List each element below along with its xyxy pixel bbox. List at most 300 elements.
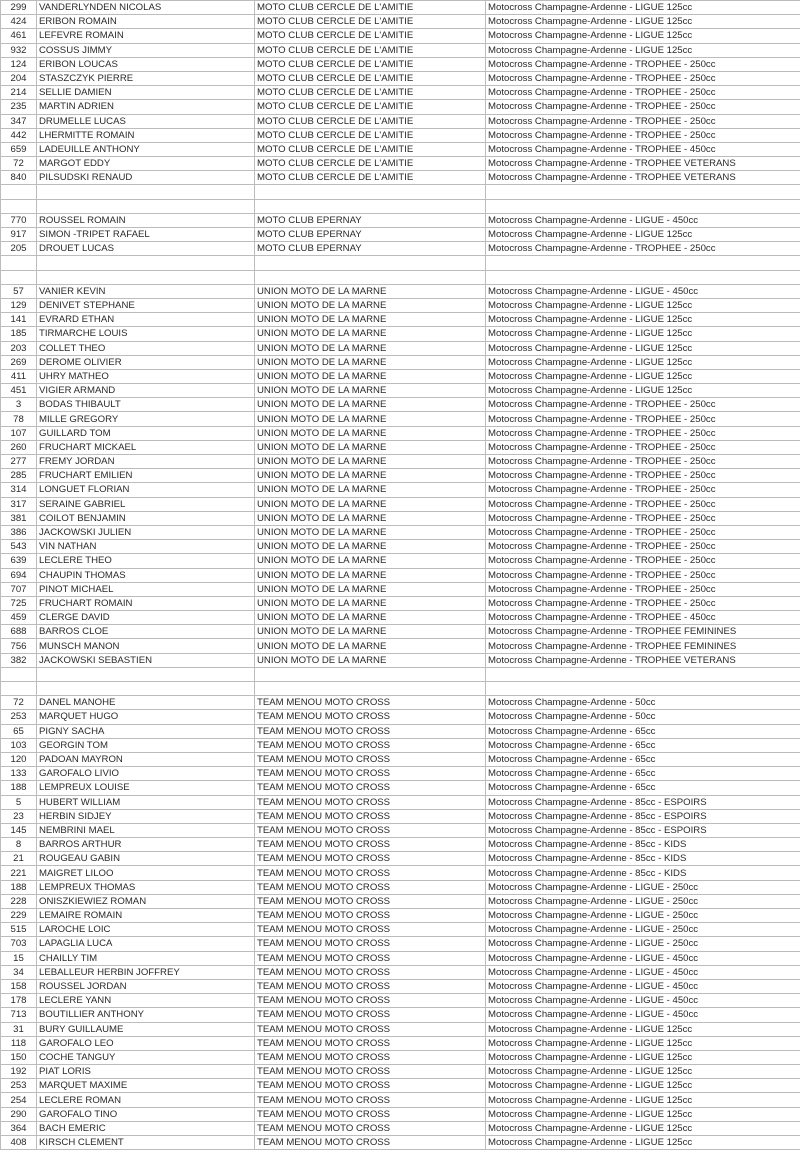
rider-name-cell: ROUGEAU GABIN <box>37 852 255 866</box>
race-category-cell: Motocross Champagne-Ardenne - LIGUE 125cc <box>486 1022 800 1036</box>
race-category-cell: Motocross Champagne-Ardenne - LIGUE - 250cc <box>486 894 800 908</box>
table-row <box>1 29 800 43</box>
rider-name-cell: ERIBON LOUCAS <box>37 57 255 71</box>
rider-number-cell: 707 <box>1 582 37 596</box>
table-row <box>1 483 800 497</box>
rider-number-cell: 411 <box>1 369 37 383</box>
rider-number-cell: 78 <box>1 412 37 426</box>
race-category-cell: Motocross Champagne-Ardenne - TROPHEE VETERANS <box>486 157 800 171</box>
rider-number-cell: 21 <box>1 852 37 866</box>
club-name-cell: UNION MOTO DE LA MARNE <box>255 369 486 383</box>
race-category-cell: Motocross Champagne-Ardenne - LIGUE 125cc <box>486 15 800 29</box>
race-category-cell: Motocross Champagne-Ardenne - LIGUE - 450cc <box>486 213 800 227</box>
rider-number-cell: 72 <box>1 157 37 171</box>
race-category-cell: Motocross Champagne-Ardenne - LIGUE 125cc <box>486 1121 800 1135</box>
table-row <box>1 525 800 539</box>
table-row <box>1 951 800 965</box>
race-category-cell: Motocross Champagne-Ardenne - LIGUE 125cc <box>486 228 800 242</box>
race-category-cell: Motocross Champagne-Ardenne - LIGUE 125cc <box>486 341 800 355</box>
table-row <box>1 355 800 369</box>
table-row <box>1 43 800 57</box>
club-name-cell: UNION MOTO DE LA MARNE <box>255 639 486 653</box>
rider-name-cell: PIAT LORIS <box>37 1065 255 1079</box>
rider-name-cell: DROUET LUCAS <box>37 242 255 256</box>
club-name-cell: TEAM MENOU MOTO CROSS <box>255 752 486 766</box>
club-name-cell: TEAM MENOU MOTO CROSS <box>255 1107 486 1121</box>
table-row <box>1 1136 800 1150</box>
club-name-cell: UNION MOTO DE LA MARNE <box>255 483 486 497</box>
club-name-cell: MOTO CLUB CERCLE DE L'AMITIE <box>255 142 486 156</box>
race-category-cell: Motocross Champagne-Ardenne - TROPHEE - 250cc <box>486 483 800 497</box>
race-category-cell: Motocross Champagne-Ardenne - LIGUE 125cc <box>486 355 800 369</box>
club-name-cell: MOTO CLUB CERCLE DE L'AMITIE <box>255 43 486 57</box>
club-name-cell: UNION MOTO DE LA MARNE <box>255 355 486 369</box>
table-row <box>1 923 800 937</box>
rider-number-cell: 141 <box>1 313 37 327</box>
race-category-cell: Motocross Champagne-Ardenne - LIGUE - 450cc <box>486 979 800 993</box>
club-name-cell: TEAM MENOU MOTO CROSS <box>255 738 486 752</box>
club-name-cell: TEAM MENOU MOTO CROSS <box>255 909 486 923</box>
table-row <box>1 412 800 426</box>
table-row <box>1 327 800 341</box>
rider-number-cell: 688 <box>1 625 37 639</box>
race-category-cell: Motocross Champagne-Ardenne - 85cc - KIDS <box>486 852 800 866</box>
club-name-cell: UNION MOTO DE LA MARNE <box>255 525 486 539</box>
club-name-cell: TEAM MENOU MOTO CROSS <box>255 1079 486 1093</box>
rider-number-cell: 285 <box>1 469 37 483</box>
rider-name-cell: UHRY MATHEO <box>37 369 255 383</box>
rider-name-cell: GAROFALO LEO <box>37 1036 255 1050</box>
table-row <box>1 611 800 625</box>
rider-number-cell: 770 <box>1 213 37 227</box>
table-row <box>1 738 800 752</box>
club-name-cell: MOTO CLUB CERCLE DE L'AMITIE <box>255 171 486 185</box>
rider-number-cell: 8 <box>1 838 37 852</box>
rider-number-cell: 254 <box>1 1093 37 1107</box>
rider-number-cell: 124 <box>1 57 37 71</box>
rider-name-cell: COSSUS JIMMY <box>37 43 255 57</box>
club-name-cell: MOTO CLUB EPERNAY <box>255 242 486 256</box>
club-name-cell: MOTO CLUB CERCLE DE L'AMITIE <box>255 71 486 85</box>
rider-name-cell: LEMPREUX THOMAS <box>37 880 255 894</box>
table-row <box>1 1107 800 1121</box>
rider-number-cell: 459 <box>1 611 37 625</box>
race-category-cell: Motocross Champagne-Ardenne - TROPHEE - 250cc <box>486 412 800 426</box>
rider-number-cell: 192 <box>1 1065 37 1079</box>
race-category-cell: Motocross Champagne-Ardenne - TROPHEE - 450cc <box>486 611 800 625</box>
race-category-cell: Motocross Champagne-Ardenne - LIGUE - 250cc <box>486 937 800 951</box>
club-name-cell: TEAM MENOU MOTO CROSS <box>255 1136 486 1150</box>
section-separator-row <box>1 667 800 681</box>
rider-name-cell: LEMPREUX LOUISE <box>37 781 255 795</box>
rider-number-cell: 72 <box>1 696 37 710</box>
rider-name-cell: LECLERE THEO <box>37 554 255 568</box>
table-row <box>1 852 800 866</box>
table-row <box>1 384 800 398</box>
rider-name-cell: HERBIN SIDJEY <box>37 809 255 823</box>
club-name-cell: TEAM MENOU MOTO CROSS <box>255 1093 486 1107</box>
table-row <box>1 696 800 710</box>
table-row <box>1 426 800 440</box>
club-name-cell: MOTO CLUB CERCLE DE L'AMITIE <box>255 128 486 142</box>
rider-name-cell: VIN NATHAN <box>37 540 255 554</box>
rider-number-cell: 214 <box>1 86 37 100</box>
rider-number-cell: 347 <box>1 114 37 128</box>
rider-name-cell: FRUCHART EMILIEN <box>37 469 255 483</box>
rider-number-cell: 694 <box>1 568 37 582</box>
rider-number-cell: 229 <box>1 909 37 923</box>
club-name-cell: UNION MOTO DE LA MARNE <box>255 625 486 639</box>
table-row <box>1 455 800 469</box>
race-category-cell: Motocross Champagne-Ardenne - LIGUE - 250cc <box>486 880 800 894</box>
race-category-cell: Motocross Champagne-Ardenne - LIGUE - 250cc <box>486 909 800 923</box>
rider-name-cell: BARROS ARTHUR <box>37 838 255 852</box>
table-row <box>1 86 800 100</box>
table-row <box>1 979 800 993</box>
empty-cell <box>486 199 800 213</box>
race-category-cell: Motocross Champagne-Ardenne - LIGUE 125cc <box>486 43 800 57</box>
rider-number-cell: 203 <box>1 341 37 355</box>
club-name-cell: MOTO CLUB CERCLE DE L'AMITIE <box>255 157 486 171</box>
rider-number-cell: 253 <box>1 710 37 724</box>
race-category-cell: Motocross Champagne-Ardenne - LIGUE - 450cc <box>486 951 800 965</box>
club-name-cell: MOTO CLUB CERCLE DE L'AMITIE <box>255 1 486 15</box>
table-row <box>1 1 800 15</box>
race-category-cell: Motocross Champagne-Ardenne - 65cc <box>486 767 800 781</box>
race-category-cell: Motocross Champagne-Ardenne - 65cc <box>486 738 800 752</box>
race-category-cell: Motocross Champagne-Ardenne - LIGUE 125cc <box>486 327 800 341</box>
table-row <box>1 838 800 852</box>
rider-number-cell: 3 <box>1 398 37 412</box>
club-name-cell: UNION MOTO DE LA MARNE <box>255 540 486 554</box>
rider-number-cell: 158 <box>1 979 37 993</box>
table-row <box>1 511 800 525</box>
empty-cell <box>255 667 486 681</box>
rider-name-cell: JACKOWSKI JULIEN <box>37 525 255 539</box>
club-name-cell: UNION MOTO DE LA MARNE <box>255 298 486 312</box>
rider-number-cell: 713 <box>1 1008 37 1022</box>
table-row <box>1 937 800 951</box>
table-row <box>1 639 800 653</box>
table-row <box>1 1050 800 1064</box>
rider-name-cell: SIMON -TRIPET RAFAEL <box>37 228 255 242</box>
club-name-cell: MOTO CLUB CERCLE DE L'AMITIE <box>255 15 486 29</box>
club-name-cell: TEAM MENOU MOTO CROSS <box>255 1121 486 1135</box>
rider-number-cell: 120 <box>1 752 37 766</box>
rider-number-cell: 23 <box>1 809 37 823</box>
race-category-cell: Motocross Champagne-Ardenne - 65cc <box>486 752 800 766</box>
race-category-cell: Motocross Champagne-Ardenne - TROPHEE - 250cc <box>486 455 800 469</box>
table-row <box>1 1079 800 1093</box>
club-name-cell: MOTO CLUB CERCLE DE L'AMITIE <box>255 114 486 128</box>
table-row <box>1 142 800 156</box>
table-row <box>1 795 800 809</box>
rider-number-cell: 317 <box>1 497 37 511</box>
rider-name-cell: GUILLARD TOM <box>37 426 255 440</box>
table-row <box>1 582 800 596</box>
table-row <box>1 880 800 894</box>
table-row <box>1 909 800 923</box>
club-name-cell: TEAM MENOU MOTO CROSS <box>255 951 486 965</box>
club-name-cell: TEAM MENOU MOTO CROSS <box>255 1036 486 1050</box>
empty-cell <box>486 256 800 270</box>
rider-number-cell: 659 <box>1 142 37 156</box>
table-row <box>1 1065 800 1079</box>
rider-name-cell: MUNSCH MANON <box>37 639 255 653</box>
table-row <box>1 540 800 554</box>
table-row <box>1 341 800 355</box>
rider-name-cell: NEMBRINI MAEL <box>37 823 255 837</box>
rider-number-cell: 103 <box>1 738 37 752</box>
empty-cell <box>486 185 800 199</box>
empty-cell <box>255 185 486 199</box>
club-name-cell: UNION MOTO DE LA MARNE <box>255 582 486 596</box>
table-row <box>1 298 800 312</box>
rider-name-cell: DRUMELLE LUCAS <box>37 114 255 128</box>
club-name-cell: TEAM MENOU MOTO CROSS <box>255 1022 486 1036</box>
rider-name-cell: PADOAN MAYRON <box>37 752 255 766</box>
rider-number-cell: 118 <box>1 1036 37 1050</box>
club-name-cell: TEAM MENOU MOTO CROSS <box>255 795 486 809</box>
race-category-cell: Motocross Champagne-Ardenne - 85cc - KIDS <box>486 838 800 852</box>
race-category-cell: Motocross Champagne-Ardenne - TROPHEE - 250cc <box>486 525 800 539</box>
race-category-cell: Motocross Champagne-Ardenne - 85cc - KIDS <box>486 866 800 880</box>
section-separator-row <box>1 682 800 696</box>
rider-name-cell: LEMAIRE ROMAIN <box>37 909 255 923</box>
rider-number-cell: 932 <box>1 43 37 57</box>
race-category-cell: Motocross Champagne-Ardenne - LIGUE 125cc <box>486 1079 800 1093</box>
empty-cell <box>1 185 37 199</box>
rider-name-cell: GAROFALO LIVIO <box>37 767 255 781</box>
table-row <box>1 1121 800 1135</box>
race-category-cell: Motocross Champagne-Ardenne - TROPHEE - 250cc <box>486 596 800 610</box>
empty-cell <box>486 270 800 284</box>
table-row <box>1 228 800 242</box>
rider-name-cell: PINOT MICHAEL <box>37 582 255 596</box>
table-row <box>1 157 800 171</box>
rider-name-cell: LEFEVRE ROMAIN <box>37 29 255 43</box>
rider-name-cell: FRUCHART MICKAEL <box>37 440 255 454</box>
rider-number-cell: 107 <box>1 426 37 440</box>
rider-name-cell: MARQUET MAXIME <box>37 1079 255 1093</box>
race-category-cell: Motocross Champagne-Ardenne - LIGUE 125cc <box>486 369 800 383</box>
rider-number-cell: 290 <box>1 1107 37 1121</box>
club-name-cell: TEAM MENOU MOTO CROSS <box>255 838 486 852</box>
rider-number-cell: 364 <box>1 1121 37 1135</box>
race-category-cell: Motocross Champagne-Ardenne - TROPHEE - 250cc <box>486 469 800 483</box>
table-row <box>1 809 800 823</box>
race-category-cell: Motocross Champagne-Ardenne - LIGUE 125cc <box>486 1065 800 1079</box>
empty-cell <box>1 682 37 696</box>
table-row <box>1 994 800 1008</box>
club-name-cell: TEAM MENOU MOTO CROSS <box>255 852 486 866</box>
table-row <box>1 57 800 71</box>
rider-number-cell: 221 <box>1 866 37 880</box>
race-category-cell: Motocross Champagne-Ardenne - TROPHEE FEMININES <box>486 625 800 639</box>
rider-number-cell: 515 <box>1 923 37 937</box>
rider-number-cell: 408 <box>1 1136 37 1150</box>
club-name-cell: TEAM MENOU MOTO CROSS <box>255 1050 486 1064</box>
table-row <box>1 242 800 256</box>
rider-name-cell: CHAUPIN THOMAS <box>37 568 255 582</box>
rider-number-cell: 451 <box>1 384 37 398</box>
race-category-cell: Motocross Champagne-Ardenne - TROPHEE - 250cc <box>486 554 800 568</box>
race-category-cell: Motocross Champagne-Ardenne - TROPHEE - 250cc <box>486 582 800 596</box>
club-name-cell: UNION MOTO DE LA MARNE <box>255 596 486 610</box>
rider-name-cell: PILSUDSKI RENAUD <box>37 171 255 185</box>
club-name-cell: TEAM MENOU MOTO CROSS <box>255 809 486 823</box>
club-name-cell: TEAM MENOU MOTO CROSS <box>255 724 486 738</box>
club-name-cell: UNION MOTO DE LA MARNE <box>255 469 486 483</box>
club-name-cell: MOTO CLUB CERCLE DE L'AMITIE <box>255 29 486 43</box>
rider-number-cell: 188 <box>1 781 37 795</box>
table-row <box>1 781 800 795</box>
rider-number-cell: 442 <box>1 128 37 142</box>
race-category-cell: Motocross Champagne-Ardenne - 50cc <box>486 710 800 724</box>
club-name-cell: UNION MOTO DE LA MARNE <box>255 412 486 426</box>
race-category-cell: Motocross Champagne-Ardenne - TROPHEE FEMININES <box>486 639 800 653</box>
race-category-cell: Motocross Champagne-Ardenne - 65cc <box>486 781 800 795</box>
race-category-cell: Motocross Champagne-Ardenne - 85cc - ESPOIRS <box>486 795 800 809</box>
rider-number-cell: 277 <box>1 455 37 469</box>
empty-cell <box>37 682 255 696</box>
rider-name-cell: EVRARD ETHAN <box>37 313 255 327</box>
rider-name-cell: JACKOWSKI SEBASTIEN <box>37 653 255 667</box>
table-row <box>1 114 800 128</box>
race-category-cell: Motocross Champagne-Ardenne - LIGUE - 450cc <box>486 994 800 1008</box>
race-category-cell: Motocross Champagne-Ardenne - 65cc <box>486 724 800 738</box>
rider-name-cell: LEBALLEUR HERBIN JOFFREY <box>37 965 255 979</box>
rider-number-cell: 204 <box>1 71 37 85</box>
section-separator-row <box>1 199 800 213</box>
rider-number-cell: 269 <box>1 355 37 369</box>
empty-cell <box>255 682 486 696</box>
rider-number-cell: 756 <box>1 639 37 653</box>
table-row <box>1 965 800 979</box>
club-name-cell: UNION MOTO DE LA MARNE <box>255 497 486 511</box>
race-category-cell: Motocross Champagne-Ardenne - LIGUE 125cc <box>486 298 800 312</box>
race-category-cell: Motocross Champagne-Ardenne - TROPHEE - 250cc <box>486 568 800 582</box>
rider-number-cell: 145 <box>1 823 37 837</box>
rider-name-cell: HUBERT WILLIAM <box>37 795 255 809</box>
race-category-cell: Motocross Champagne-Ardenne - LIGUE - 450cc <box>486 1008 800 1022</box>
table-row <box>1 1036 800 1050</box>
club-name-cell: TEAM MENOU MOTO CROSS <box>255 866 486 880</box>
rider-number-cell: 314 <box>1 483 37 497</box>
table-row <box>1 1022 800 1036</box>
club-name-cell: TEAM MENOU MOTO CROSS <box>255 1008 486 1022</box>
empty-cell <box>1 199 37 213</box>
rider-name-cell: DANEL MANOHE <box>37 696 255 710</box>
rider-number-cell: 543 <box>1 540 37 554</box>
rider-number-cell: 639 <box>1 554 37 568</box>
section-separator-row <box>1 270 800 284</box>
table-row <box>1 369 800 383</box>
rider-name-cell: BODAS THIBAULT <box>37 398 255 412</box>
empty-cell <box>255 256 486 270</box>
race-category-cell: Motocross Champagne-Ardenne - TROPHEE - 250cc <box>486 511 800 525</box>
rider-name-cell: VANIER KEVIN <box>37 284 255 298</box>
empty-cell <box>37 667 255 681</box>
club-name-cell: TEAM MENOU MOTO CROSS <box>255 894 486 908</box>
table-row <box>1 710 800 724</box>
rider-name-cell: MILLE GREGORY <box>37 412 255 426</box>
club-name-cell: UNION MOTO DE LA MARNE <box>255 455 486 469</box>
club-name-cell: TEAM MENOU MOTO CROSS <box>255 994 486 1008</box>
club-name-cell: MOTO CLUB CERCLE DE L'AMITIE <box>255 86 486 100</box>
race-category-cell: Motocross Champagne-Ardenne - TROPHEE - 450cc <box>486 142 800 156</box>
club-name-cell: UNION MOTO DE LA MARNE <box>255 384 486 398</box>
club-name-cell: UNION MOTO DE LA MARNE <box>255 426 486 440</box>
rider-number-cell: 57 <box>1 284 37 298</box>
rider-name-cell: BARROS CLOE <box>37 625 255 639</box>
club-name-cell: UNION MOTO DE LA MARNE <box>255 284 486 298</box>
race-category-cell: Motocross Champagne-Ardenne - TROPHEE - 250cc <box>486 57 800 71</box>
rider-name-cell: VIGIER ARMAND <box>37 384 255 398</box>
rider-name-cell: MARTIN ADRIEN <box>37 100 255 114</box>
rider-name-cell: GEORGIN TOM <box>37 738 255 752</box>
club-name-cell: TEAM MENOU MOTO CROSS <box>255 696 486 710</box>
race-category-cell: Motocross Champagne-Ardenne - LIGUE 125cc <box>486 1 800 15</box>
rider-name-cell: STASZCZYK PIERRE <box>37 71 255 85</box>
race-category-cell: Motocross Champagne-Ardenne - LIGUE 125cc <box>486 1107 800 1121</box>
club-name-cell: MOTO CLUB EPERNAY <box>255 228 486 242</box>
club-name-cell: UNION MOTO DE LA MARNE <box>255 440 486 454</box>
rider-name-cell: CHAILLY TIM <box>37 951 255 965</box>
club-name-cell: TEAM MENOU MOTO CROSS <box>255 880 486 894</box>
rider-number-cell: 31 <box>1 1022 37 1036</box>
rider-name-cell: BURY GUILLAUME <box>37 1022 255 1036</box>
table-row <box>1 313 800 327</box>
empty-cell <box>37 270 255 284</box>
empty-cell <box>255 270 486 284</box>
rider-name-cell: LADEUILLE ANTHONY <box>37 142 255 156</box>
rider-name-cell: COILOT BENJAMIN <box>37 511 255 525</box>
rider-name-cell: SERAINE GABRIEL <box>37 497 255 511</box>
race-category-cell: Motocross Champagne-Ardenne - TROPHEE VETERANS <box>486 171 800 185</box>
race-category-cell: Motocross Champagne-Ardenne - LIGUE - 450cc <box>486 965 800 979</box>
rider-name-cell: COCHE TANGUY <box>37 1050 255 1064</box>
race-category-cell: Motocross Champagne-Ardenne - LIGUE - 250cc <box>486 923 800 937</box>
rider-number-cell: 917 <box>1 228 37 242</box>
rider-name-cell: DEROME OLIVIER <box>37 355 255 369</box>
club-name-cell: TEAM MENOU MOTO CROSS <box>255 937 486 951</box>
table-row <box>1 469 800 483</box>
rider-name-cell: BACH EMERIC <box>37 1121 255 1135</box>
rider-number-cell: 34 <box>1 965 37 979</box>
race-category-cell: Motocross Champagne-Ardenne - TROPHEE - 250cc <box>486 440 800 454</box>
club-name-cell: UNION MOTO DE LA MARNE <box>255 327 486 341</box>
club-name-cell: TEAM MENOU MOTO CROSS <box>255 767 486 781</box>
race-category-cell: Motocross Champagne-Ardenne - LIGUE 125cc <box>486 1036 800 1050</box>
rider-name-cell: TIRMARCHE LOUIS <box>37 327 255 341</box>
table-row <box>1 724 800 738</box>
table-row <box>1 767 800 781</box>
rider-name-cell: FRUCHART ROMAIN <box>37 596 255 610</box>
rider-name-cell: LAPAGLIA LUCA <box>37 937 255 951</box>
table-row <box>1 440 800 454</box>
table-row <box>1 554 800 568</box>
table-row <box>1 171 800 185</box>
table-row <box>1 653 800 667</box>
table-row <box>1 71 800 85</box>
table-row <box>1 15 800 29</box>
rider-name-cell: PIGNY SACHA <box>37 724 255 738</box>
club-name-cell: UNION MOTO DE LA MARNE <box>255 313 486 327</box>
race-category-cell: Motocross Champagne-Ardenne - LIGUE 125cc <box>486 384 800 398</box>
rider-number-cell: 5 <box>1 795 37 809</box>
club-name-cell: UNION MOTO DE LA MARNE <box>255 568 486 582</box>
